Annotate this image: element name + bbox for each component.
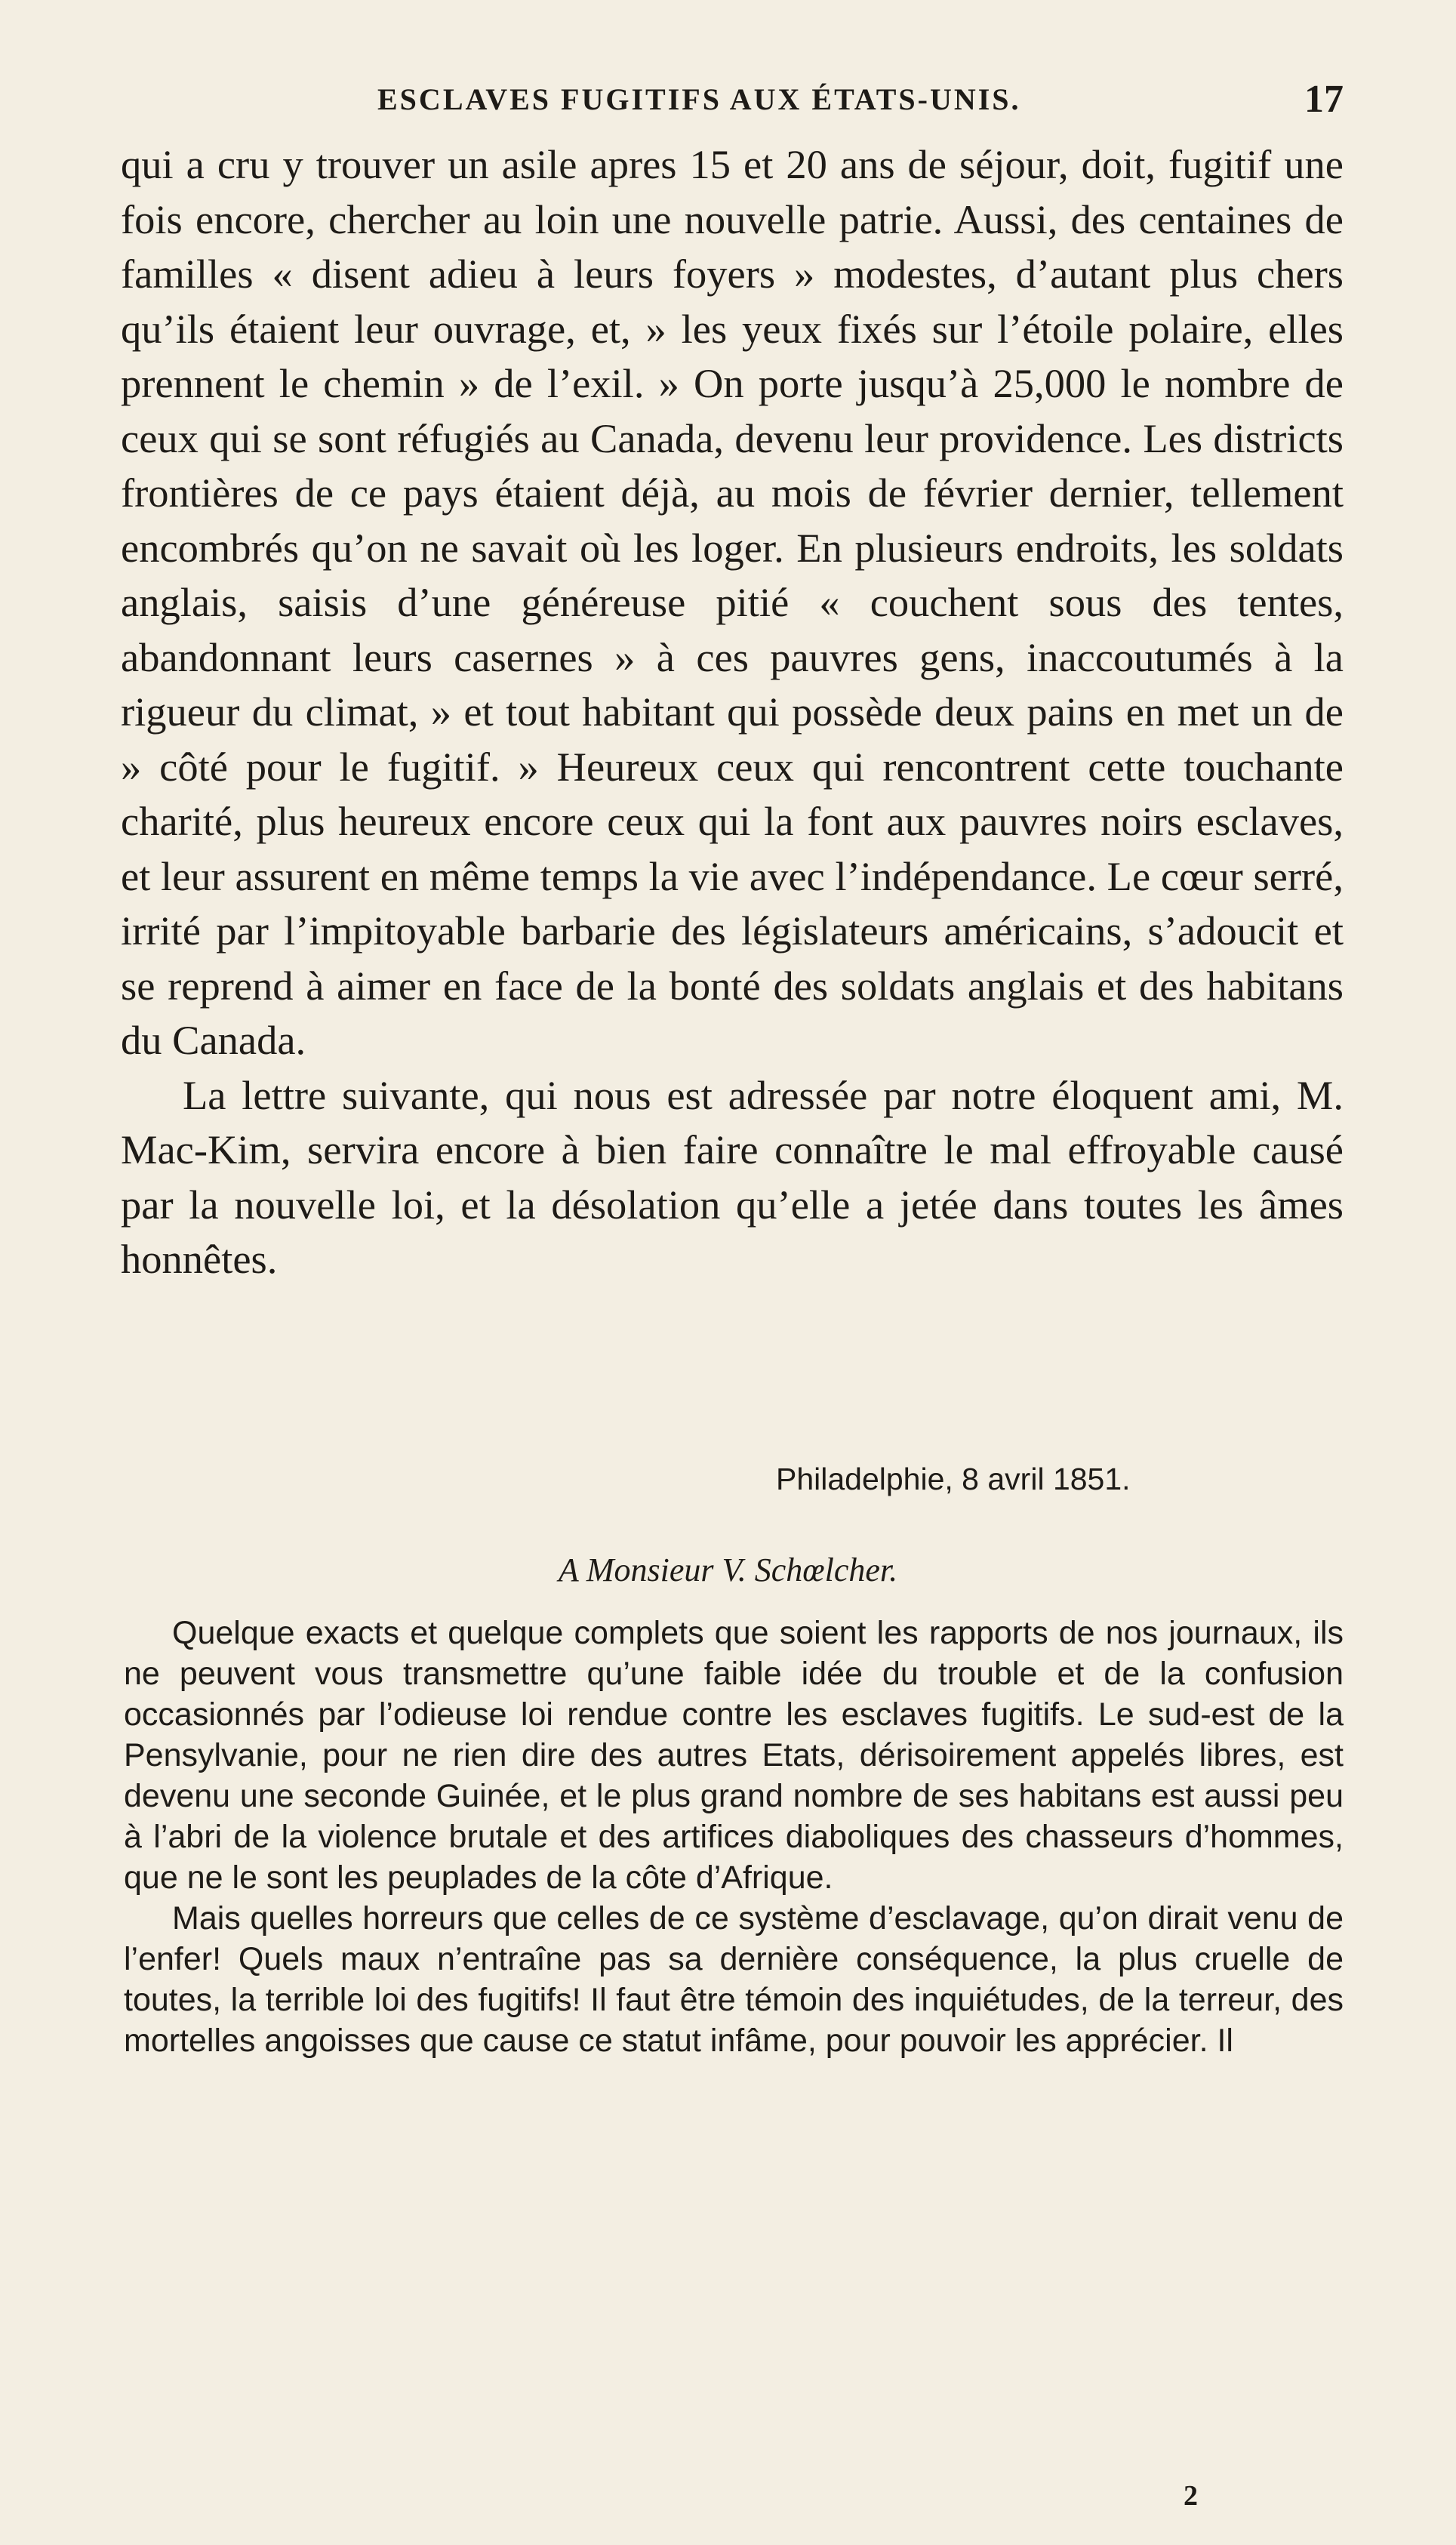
letter-salutation: A Monsieur V. Schœlcher. xyxy=(558,1551,898,1588)
letter-dateline: Philadelphie, 8 avril 1851. xyxy=(776,1462,1131,1496)
letter-text xyxy=(124,1613,1344,2061)
page-number: 17 xyxy=(1304,78,1344,121)
signature-mark: 2 xyxy=(1184,2480,1198,2512)
running-title: ESCLAVES FUGITIFS AUX ÉTATS-UNIS. xyxy=(377,82,1021,116)
letter-paragraph-1: Quelque exacts et quelque complets que soient les rapports de nos journaux, ils ne peuvent vous transmettre qu’une faible idée du trouble et de la confusion occasionnés par l’odieuse loi rendue contre les esclaves fugitifs. Le sud-est de la Pensylvanie, pour ne rien dire des autres Etats, dérisoirement appelés libres, est devenu une seconde Guinée, et le plus grand nombre de ses habitans est aussi peu à l’abri de la violence brutale et des artifices diaboliques des chasseurs d’hommes, que ne le sont les peuplades de la côte d’Afrique. xyxy=(124,1615,1344,1896)
body-paragraph-2: La lettre suivante, qui nous est adressée par notre éloquent ami, M. Mac-Kim, servira encore à bien faire connaître le mal effroyable causé par la nouvelle loi, et la désolation qu’elle a jetée dans toutes les âmes honnêtes. xyxy=(121,1071,1344,1282)
letter-paragraph-2: Mais quelles horreurs que celles de ce système d’esclavage, qu’on dirait venu de l’enfer! Quels maux n’entraîne pas sa dernière conséquence, la plus cruelle de toutes, la terrible loi des fugitifs! Il faut être témoin des inquiétudes, de la terreur, des mortelles angoisses que cause ce statut infâme, pour pouvoir les apprécier. Il xyxy=(124,1900,1344,2059)
body-paragraph-1: qui a cru y trouver un asile apres 15 et 20 ans de séjour, doit, fugitif une fois encore, chercher au loin une nouvelle patrie. Aussi, des centaines de familles « disent adieu à leurs foyers » modestes, d’autant plus chers qu’ils étaient leur ouvrage, et, » les yeux fixés sur l’étoile polaire, elles prennent le chemin » de l’exil. » On porte jusqu’à 25,000 le nombre de ceux qui se sont réfugiés au Canada, devenu leur providence. Les districts frontières de ce pays étaient déjà, au mois de février dernier, tellement encombrés qu’on ne savait où les loger. En plusieurs endroits, les soldats anglais, saisis d’une généreuse pitié « couchent sous des tentes, abandonnant leurs casernes » à ces pauvres gens, inaccoutumés à la rigueur du climat, » et tout habitant qui possède deux pains en met un de » côté pour le fugitif. » Heureux ceux qui rencontrent cette touchante charité, plus heureux encore ceux qui la font aux pauvres noirs esclaves, et leur assurent en même temps la vie avec l’indépendance. Le cœur serré, irrité par l’impitoyable barbarie des législateurs américains, s’adoucit et se reprend à aimer en face de la bonté des soldats anglais et des habitans du Canada. xyxy=(121,141,1344,1063)
main-text xyxy=(121,137,1344,1287)
page-header xyxy=(127,72,1344,133)
